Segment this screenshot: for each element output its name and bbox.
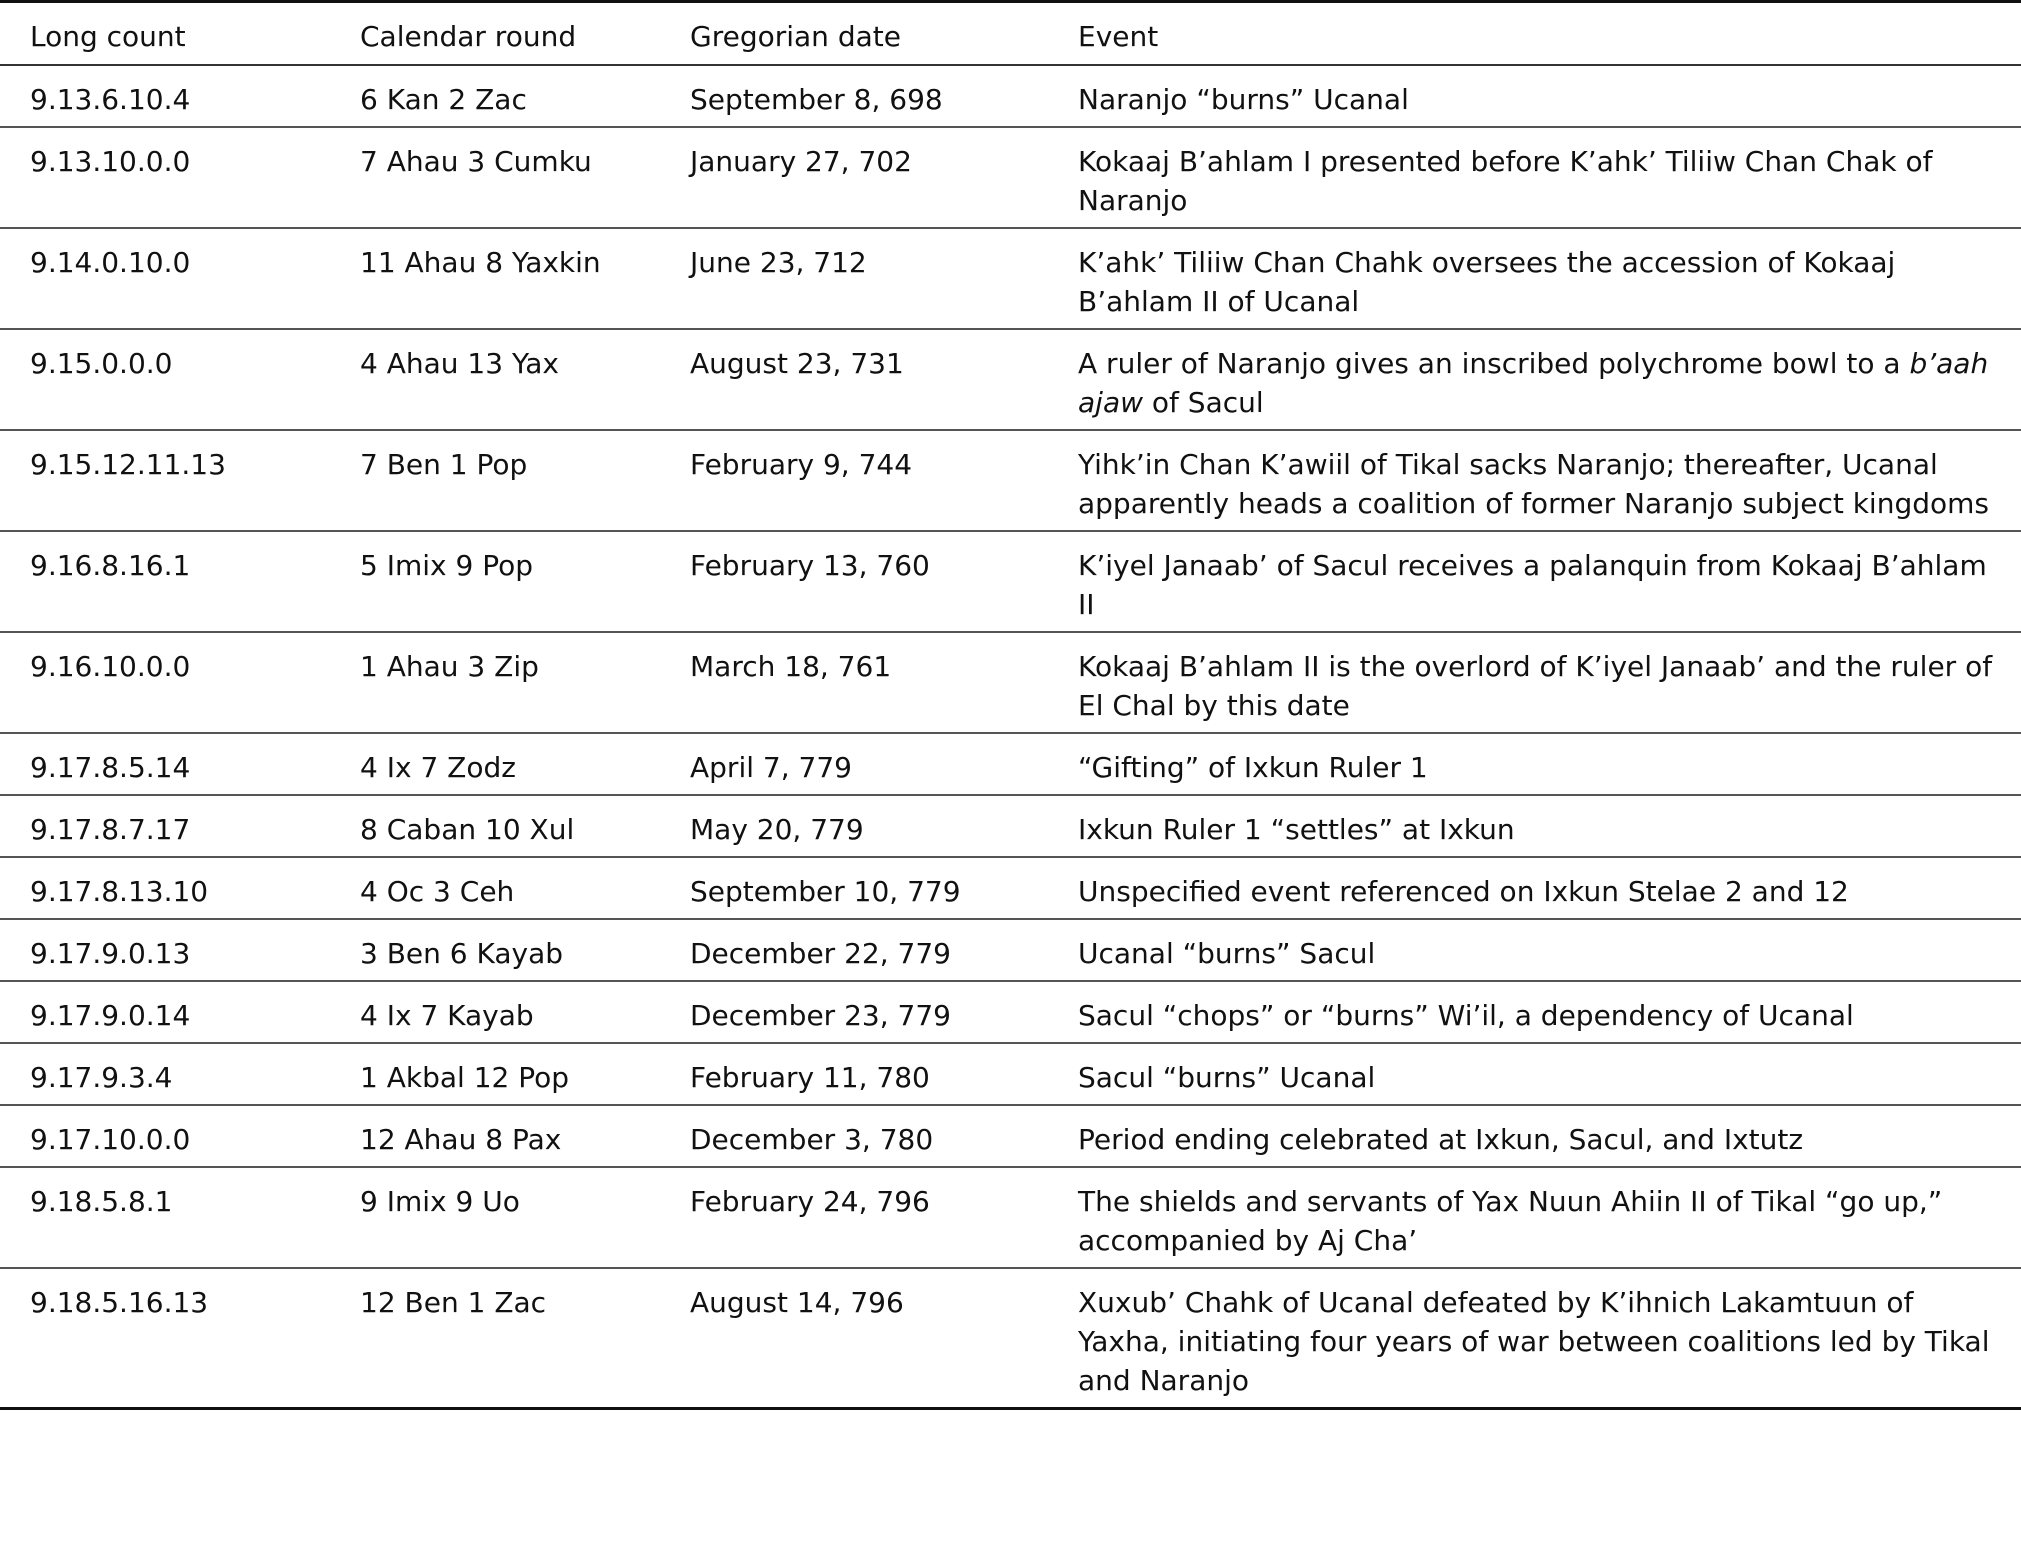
- cell-long-count: 9.15.12.11.13: [30, 448, 226, 481]
- cell-gregorian-date: August 23, 731: [690, 347, 904, 380]
- cell-gregorian-date: December 23, 779: [690, 999, 951, 1032]
- cell-long-count: 9.14.0.10.0: [30, 246, 191, 279]
- cell-long-count: 9.13.6.10.4: [30, 83, 191, 116]
- cell-gregorian-date: January 27, 702: [690, 145, 912, 178]
- header-event: Event: [1078, 20, 1159, 53]
- cell-gregorian-date: June 23, 712: [690, 246, 867, 279]
- table-row: [0, 1105, 2021, 1167]
- cell-calendar-round: 4 Ix 7 Kayab: [360, 999, 534, 1032]
- cell-long-count: 9.18.5.16.13: [30, 1286, 209, 1319]
- cell-gregorian-date: December 3, 780: [690, 1123, 934, 1156]
- cell-event: Xuxub’ Chahk of Ucanal defeated by K’ihnich Lakamtuun of Yaxha, initiating four years of war between coalitions led by Tikal and Naranjo: [1078, 1286, 1990, 1397]
- cell-event: Kokaaj B’ahlam I presented before K’ahk’ Tiliiw Chan Chak of Naranjo: [1078, 145, 1933, 217]
- cell-calendar-round: 5 Imix 9 Pop: [360, 549, 534, 582]
- cell-gregorian-date: December 22, 779: [690, 937, 951, 970]
- cell-long-count: 9.17.9.0.14: [30, 999, 191, 1032]
- table-row: [0, 981, 2021, 1043]
- cell-calendar-round: 12 Ahau 8 Pax: [360, 1123, 562, 1156]
- table-row: [0, 857, 2021, 919]
- cell-long-count: 9.13.10.0.0: [30, 145, 191, 178]
- table-header: [0, 2, 2021, 66]
- cell-calendar-round: 1 Ahau 3 Zip: [360, 650, 539, 683]
- cell-gregorian-date: February 13, 760: [690, 549, 930, 582]
- table-row: [0, 127, 2021, 228]
- cell-calendar-round: 12 Ben 1 Zac: [360, 1286, 547, 1319]
- event-text: [1078, 347, 1988, 419]
- cell-event: K’ahk’ Tiliiw Chan Chahk oversees the accession of Kokaaj B’ahlam II of Ucanal: [1078, 246, 1896, 318]
- cell-long-count: 9.17.10.0.0: [30, 1123, 191, 1156]
- cell-event: Sacul “chops” or “burns” Wi’il, a dependency of Ucanal: [1078, 999, 1854, 1032]
- table-row: [0, 1043, 2021, 1105]
- cell-calendar-round: 4 Ix 7 Zodz: [360, 751, 516, 784]
- cell-calendar-round: 4 Oc 3 Ceh: [360, 875, 515, 908]
- cell-gregorian-date: February 24, 796: [690, 1185, 930, 1218]
- cell-event: Sacul “burns” Ucanal: [1078, 1061, 1376, 1094]
- cell-long-count: 9.16.10.0.0: [30, 650, 191, 683]
- cell-long-count: 9.17.9.0.13: [30, 937, 191, 970]
- cell-calendar-round: 6 Kan 2 Zac: [360, 83, 527, 116]
- table-row: [0, 919, 2021, 981]
- cell-gregorian-date: April 7, 779: [690, 751, 852, 784]
- cell-gregorian-date: February 11, 780: [690, 1061, 930, 1094]
- cell-event: “Gifting” of Ixkun Ruler 1: [1078, 751, 1428, 784]
- table-row: [0, 632, 2021, 733]
- cell-gregorian-date: September 10, 779: [690, 875, 961, 908]
- header-row: [0, 2, 2021, 66]
- cell-calendar-round: 9 Imix 9 Uo: [360, 1185, 520, 1218]
- cell-event: [1048, 329, 2021, 430]
- cell-calendar-round: 11 Ahau 8 Yaxkin: [360, 246, 601, 279]
- table-row: [0, 65, 2021, 127]
- cell-event: Ucanal “burns” Sacul: [1078, 937, 1376, 970]
- cell-event: Ixkun Ruler 1 “settles” at Ixkun: [1078, 813, 1515, 846]
- event-text-italic: b’aah ajaw: [1078, 347, 1989, 419]
- cell-calendar-round: 7 Ahau 3 Cumku: [360, 145, 592, 178]
- table-row: [0, 1167, 2021, 1268]
- table-row: [0, 795, 2021, 857]
- cell-calendar-round: 8 Caban 10 Xul: [360, 813, 575, 846]
- cell-gregorian-date: May 20, 779: [690, 813, 864, 846]
- header-long-count: Long count: [30, 20, 186, 53]
- cell-event: Kokaaj B’ahlam II is the overlord of K’iyel Janaab’ and the ruler of El Chal by this date: [1078, 650, 1993, 722]
- cell-long-count: 9.17.9.3.4: [30, 1061, 173, 1094]
- cell-event: Naranjo “burns” Ucanal: [1078, 83, 1409, 116]
- cell-gregorian-date: March 18, 761: [690, 650, 892, 683]
- cell-long-count: 9.16.8.16.1: [30, 549, 191, 582]
- header-gregorian-date: Gregorian date: [690, 20, 901, 53]
- cell-long-count: 9.17.8.7.17: [30, 813, 191, 846]
- event-text-part: of Sacul: [1143, 386, 1264, 419]
- cell-gregorian-date: August 14, 796: [690, 1286, 904, 1319]
- cell-calendar-round: 7 Ben 1 Pop: [360, 448, 528, 481]
- table-row: [0, 430, 2021, 531]
- table-row: [0, 531, 2021, 632]
- cell-event: Period ending celebrated at Ixkun, Sacul, and Ixtutz: [1078, 1123, 1804, 1156]
- cell-calendar-round: 3 Ben 6 Kayab: [360, 937, 564, 970]
- table-body: [0, 65, 2021, 1409]
- table-row: [0, 1268, 2021, 1409]
- table-row: [0, 228, 2021, 329]
- cell-event: Unspecified event referenced on Ixkun Stelae 2 and 12: [1078, 875, 1849, 908]
- cell-long-count: 9.17.8.5.14: [30, 751, 191, 784]
- cell-event: The shields and servants of Yax Nuun Ahiin II of Tikal “go up,” accompanied by Aj Cha’: [1078, 1185, 1943, 1257]
- cell-long-count: 9.18.5.8.1: [30, 1185, 173, 1218]
- table-row: [0, 329, 2021, 430]
- cell-event: Yihk’in Chan K’awiil of Tikal sacks Naranjo; thereafter, Ucanal apparently heads a coalition of former Naranjo subject kingdoms: [1078, 448, 1989, 520]
- cell-calendar-round: 1 Akbal 12 Pop: [360, 1061, 570, 1094]
- header-calendar-round: Calendar round: [360, 20, 577, 53]
- event-text-part: A ruler of Naranjo gives an inscribed polychrome bowl to a: [1078, 347, 1910, 380]
- cell-gregorian-date: September 8, 698: [690, 83, 943, 116]
- cell-event: K’iyel Janaab’ of Sacul receives a palanquin from Kokaaj B’ahlam II: [1078, 549, 1987, 621]
- cell-long-count: 9.15.0.0.0: [30, 347, 173, 380]
- table-row: [0, 733, 2021, 795]
- cell-calendar-round: 4 Ahau 13 Yax: [360, 347, 559, 380]
- cell-gregorian-date: February 9, 744: [690, 448, 913, 481]
- cell-long-count: 9.17.8.13.10: [30, 875, 209, 908]
